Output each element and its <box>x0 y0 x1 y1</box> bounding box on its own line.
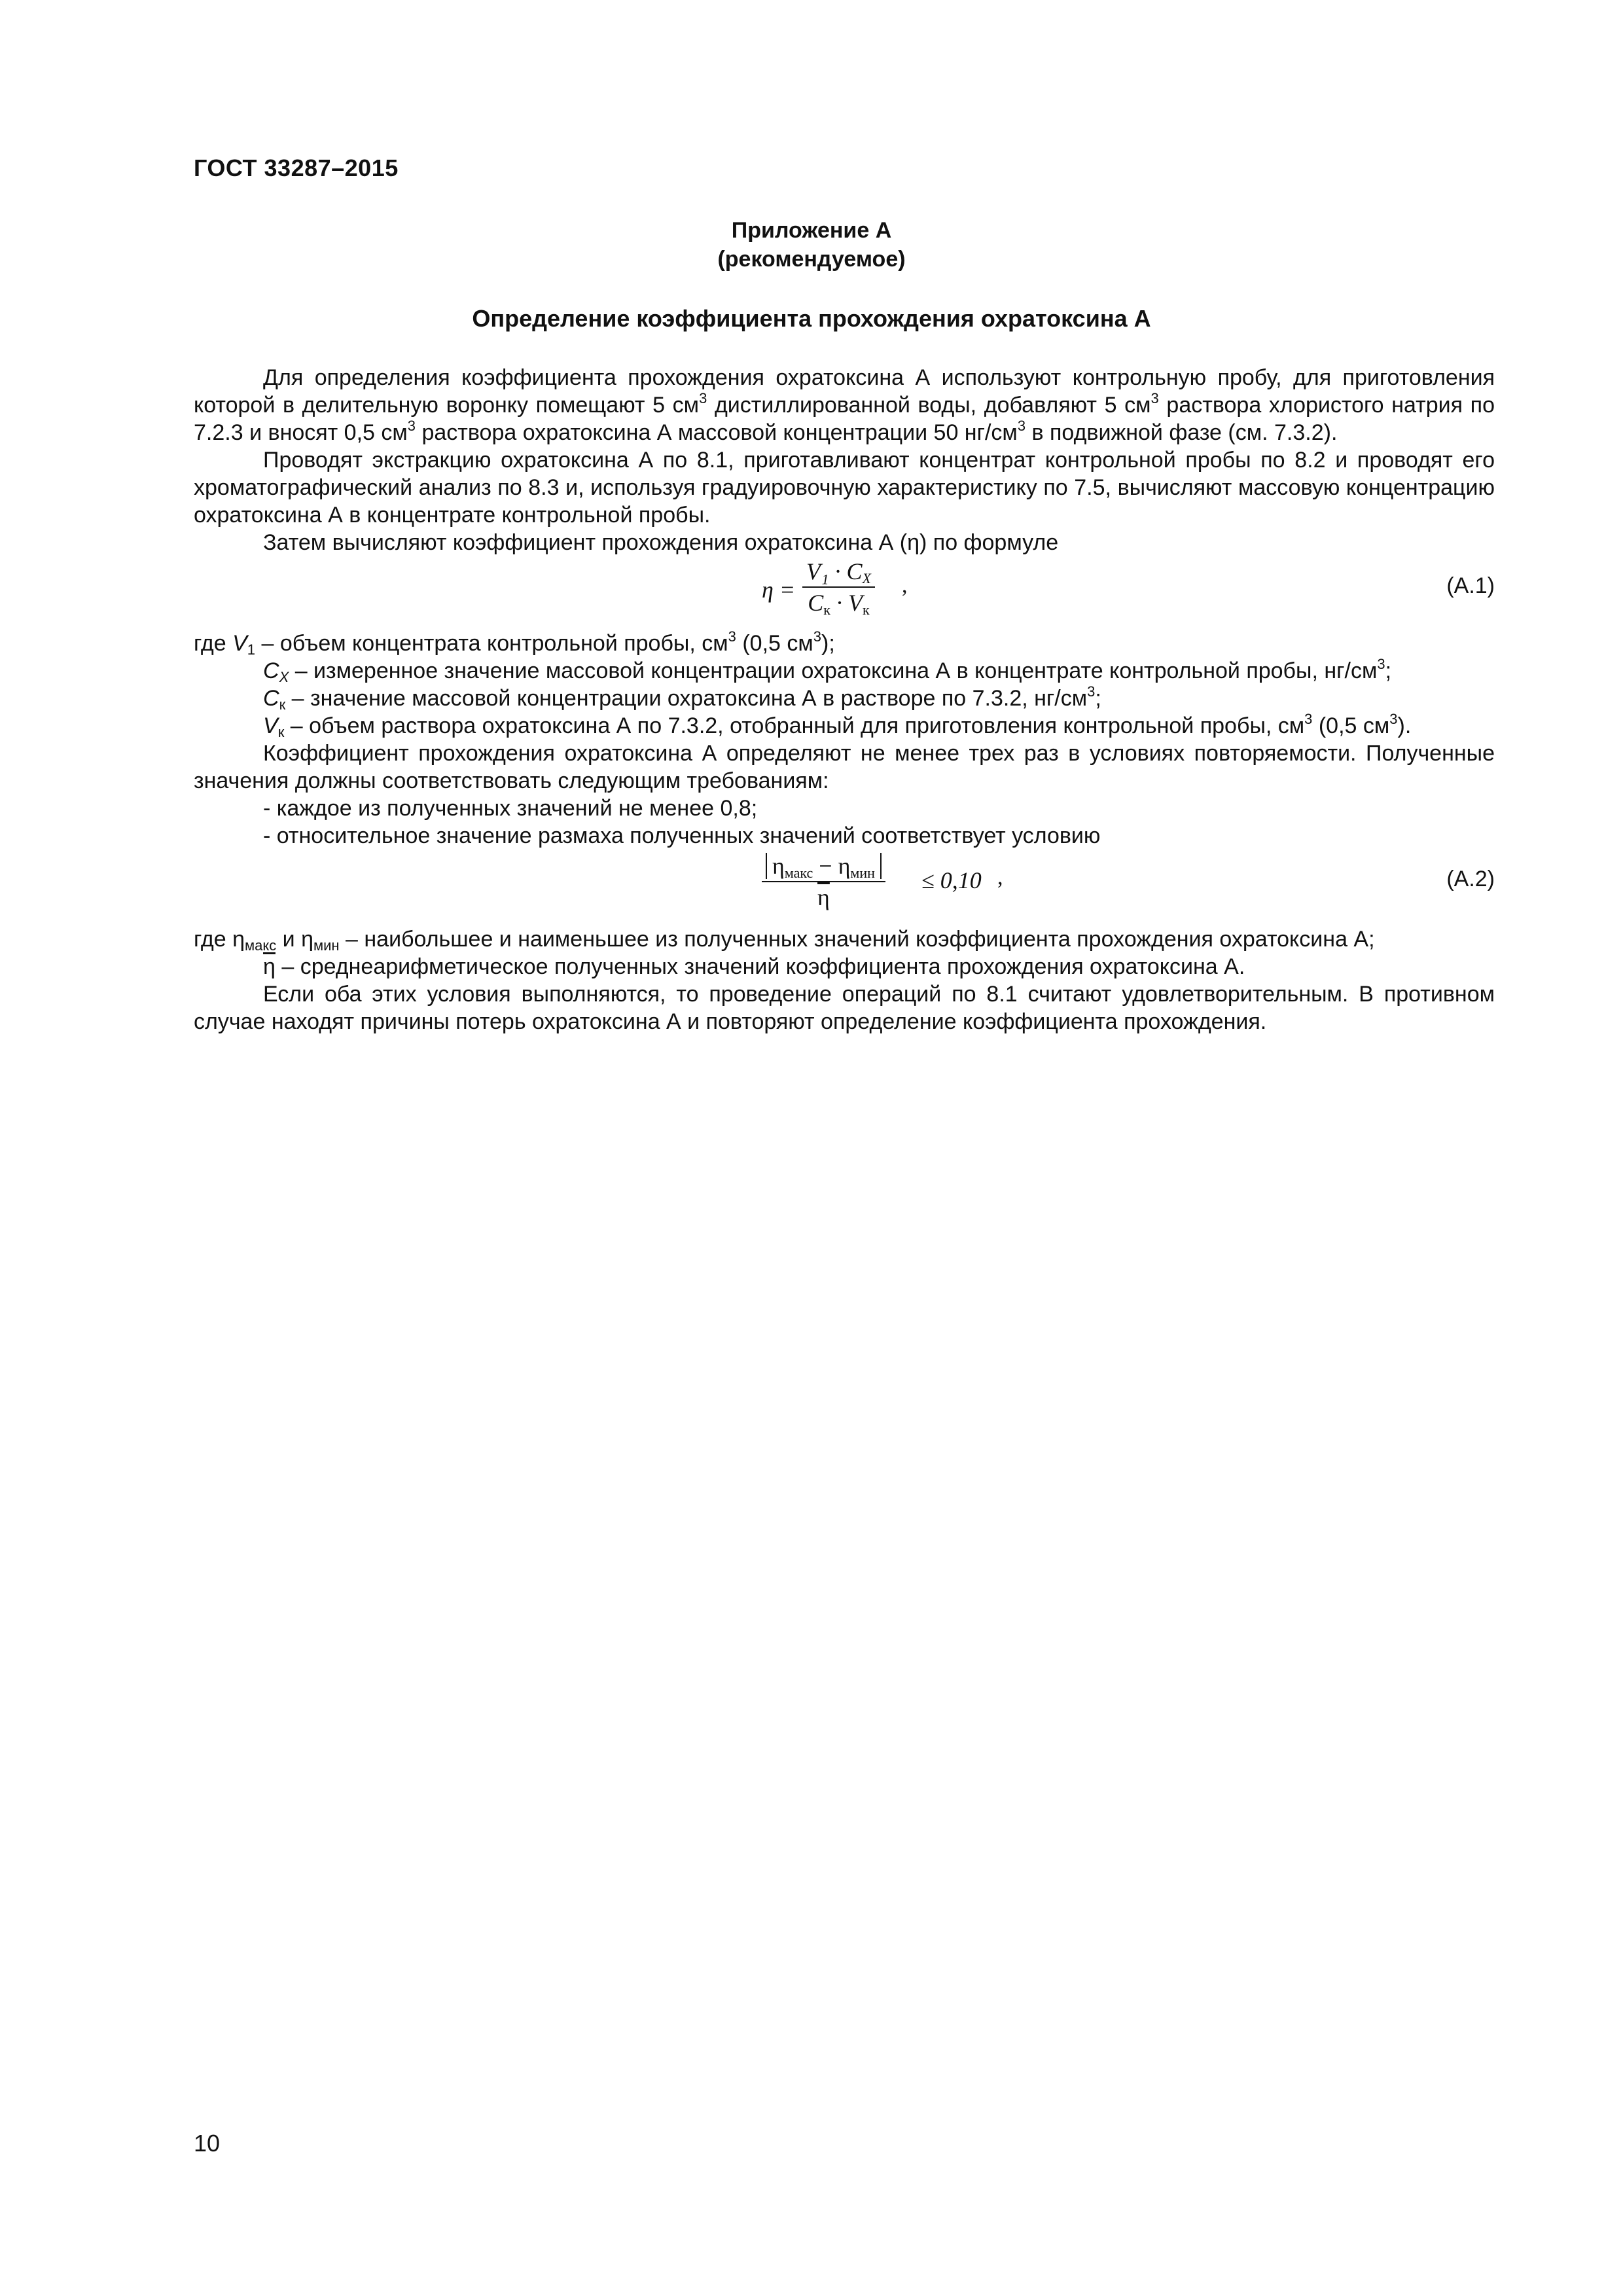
where-ck: $C_к$ – значение массовой концентрации охратоксина А в растворе по 7.3.2, $нг/см^3$; <box>263 683 1101 713</box>
formula-a2-rhs: ≤ 0,10 <box>921 867 982 893</box>
page-number: 10 <box>194 2130 221 2157</box>
document-code: ГОСТ 33287–2015 <box>194 154 399 181</box>
where-eta-max-min: где $\eta_{макс}$ и $\eta_{мин}$ – наибольшее и наименьшее из полученных значений коэффициента прохождения охратоксина А; <box>194 927 1375 954</box>
formula-a2-fraction <box>762 852 885 911</box>
formula-a1-fraction <box>802 558 875 617</box>
paragraph-calc-intro: Затем вычисляют коэффициент прохождения охратоксина А (η) по формуле <box>263 530 1059 555</box>
paragraph-repeatability: Коэффициент прохождения охратоксина А определяют не менее трех раз в условиях повторяемости. Полученные значения должны соответствовать следующим требованиям: <box>194 741 1495 793</box>
formula-a2-denominator: $\overline{\eta}$ <box>817 884 830 910</box>
section-title: Определение коэффициента прохождения охратоксина А <box>472 305 1151 332</box>
where-eta-mean: $\overline{\eta}$ – среднеарифметическое полученных значений коэффициента прохождения охратоксина А. <box>263 954 1245 979</box>
paragraph-conclusion: Если оба этих условия выполняются, то проведение операций по 8.1 считают удовлетворительным. В противном случае находят причины потерь охратоксина А и повторяют определение коэффициента прохождения. <box>194 982 1495 1034</box>
where-vk: $V_к$ – объем раствора охратоксина А по 7.3.2, отобранный для приготовления контрольной пробы, $см^3$ (0,5 $см^3$). <box>263 711 1412 740</box>
annex-title: Приложение А <box>731 218 892 243</box>
formula-a2-number: (А.2) <box>1446 867 1495 891</box>
where-v1: где $V_1$ – объем концентрата контрольной пробы, $см^3$ (0,5 $см^3$); <box>194 628 835 658</box>
document-body <box>194 364 1495 1035</box>
requirement-item-2: - относительное значение размаха полученных значений соответствует условию <box>263 823 1101 848</box>
requirement-item-1: - каждое из полученных значений не менее 0,8; <box>263 796 758 821</box>
formula-a1-lhs: η = <box>762 577 796 603</box>
paragraph-control-sample: Для определения коэффициента прохождения охратоксина А используют контрольную пробу, для приготовления которой в делительную воронку помещают 5 $см^3$ дистиллированной воды, добавляют 5 $см^3$ раствора хлористого натрия по 7.2.3 и вносят 0,5 $см^3$ раствора охратоксина А массовой концентрации 50 $нг/см^3$ в подвижной фазе (см. 7.3.2). <box>194 365 1495 445</box>
paragraph-extraction: Проводят экстракцию охратоксина А по 8.1, приготавливают концентрат контрольной пробы по 8.2 и проводят его хроматографический анализ по 8.3 и, используя градуировочную характеристику по 7.5, вычисляют массовую концентрацию охратоксина А в концентрате контрольной пробы. <box>194 448 1495 528</box>
formula-a1-denominator: $C_к \cdot V_к$ <box>808 590 870 618</box>
annex-heading <box>0 216 1623 274</box>
formula-a2: $\eta_{макс} - \eta_{мин}$ $\overline{\eta}$ ≤ 0,10 , (А.2) <box>194 850 1495 925</box>
formula-a1: η = $V_1 \cdot C_X$ $C_к \cdot V_к$ , (А.1) <box>762 558 1495 618</box>
where-cx: $C_X$ – измеренное значение массовой концентрации охратоксина А в концентрате контрольной пробы, $нг/см^3$; <box>263 656 1392 685</box>
formula-a1-number: (А.1) <box>1446 573 1495 598</box>
formula-a2-numerator: $\eta_{макс} - \eta_{мин}$ <box>762 852 885 882</box>
annex-status: (рекомендуемое) <box>717 247 906 272</box>
formula-a1-numerator: $V_1 \cdot C_X$ <box>802 558 875 588</box>
